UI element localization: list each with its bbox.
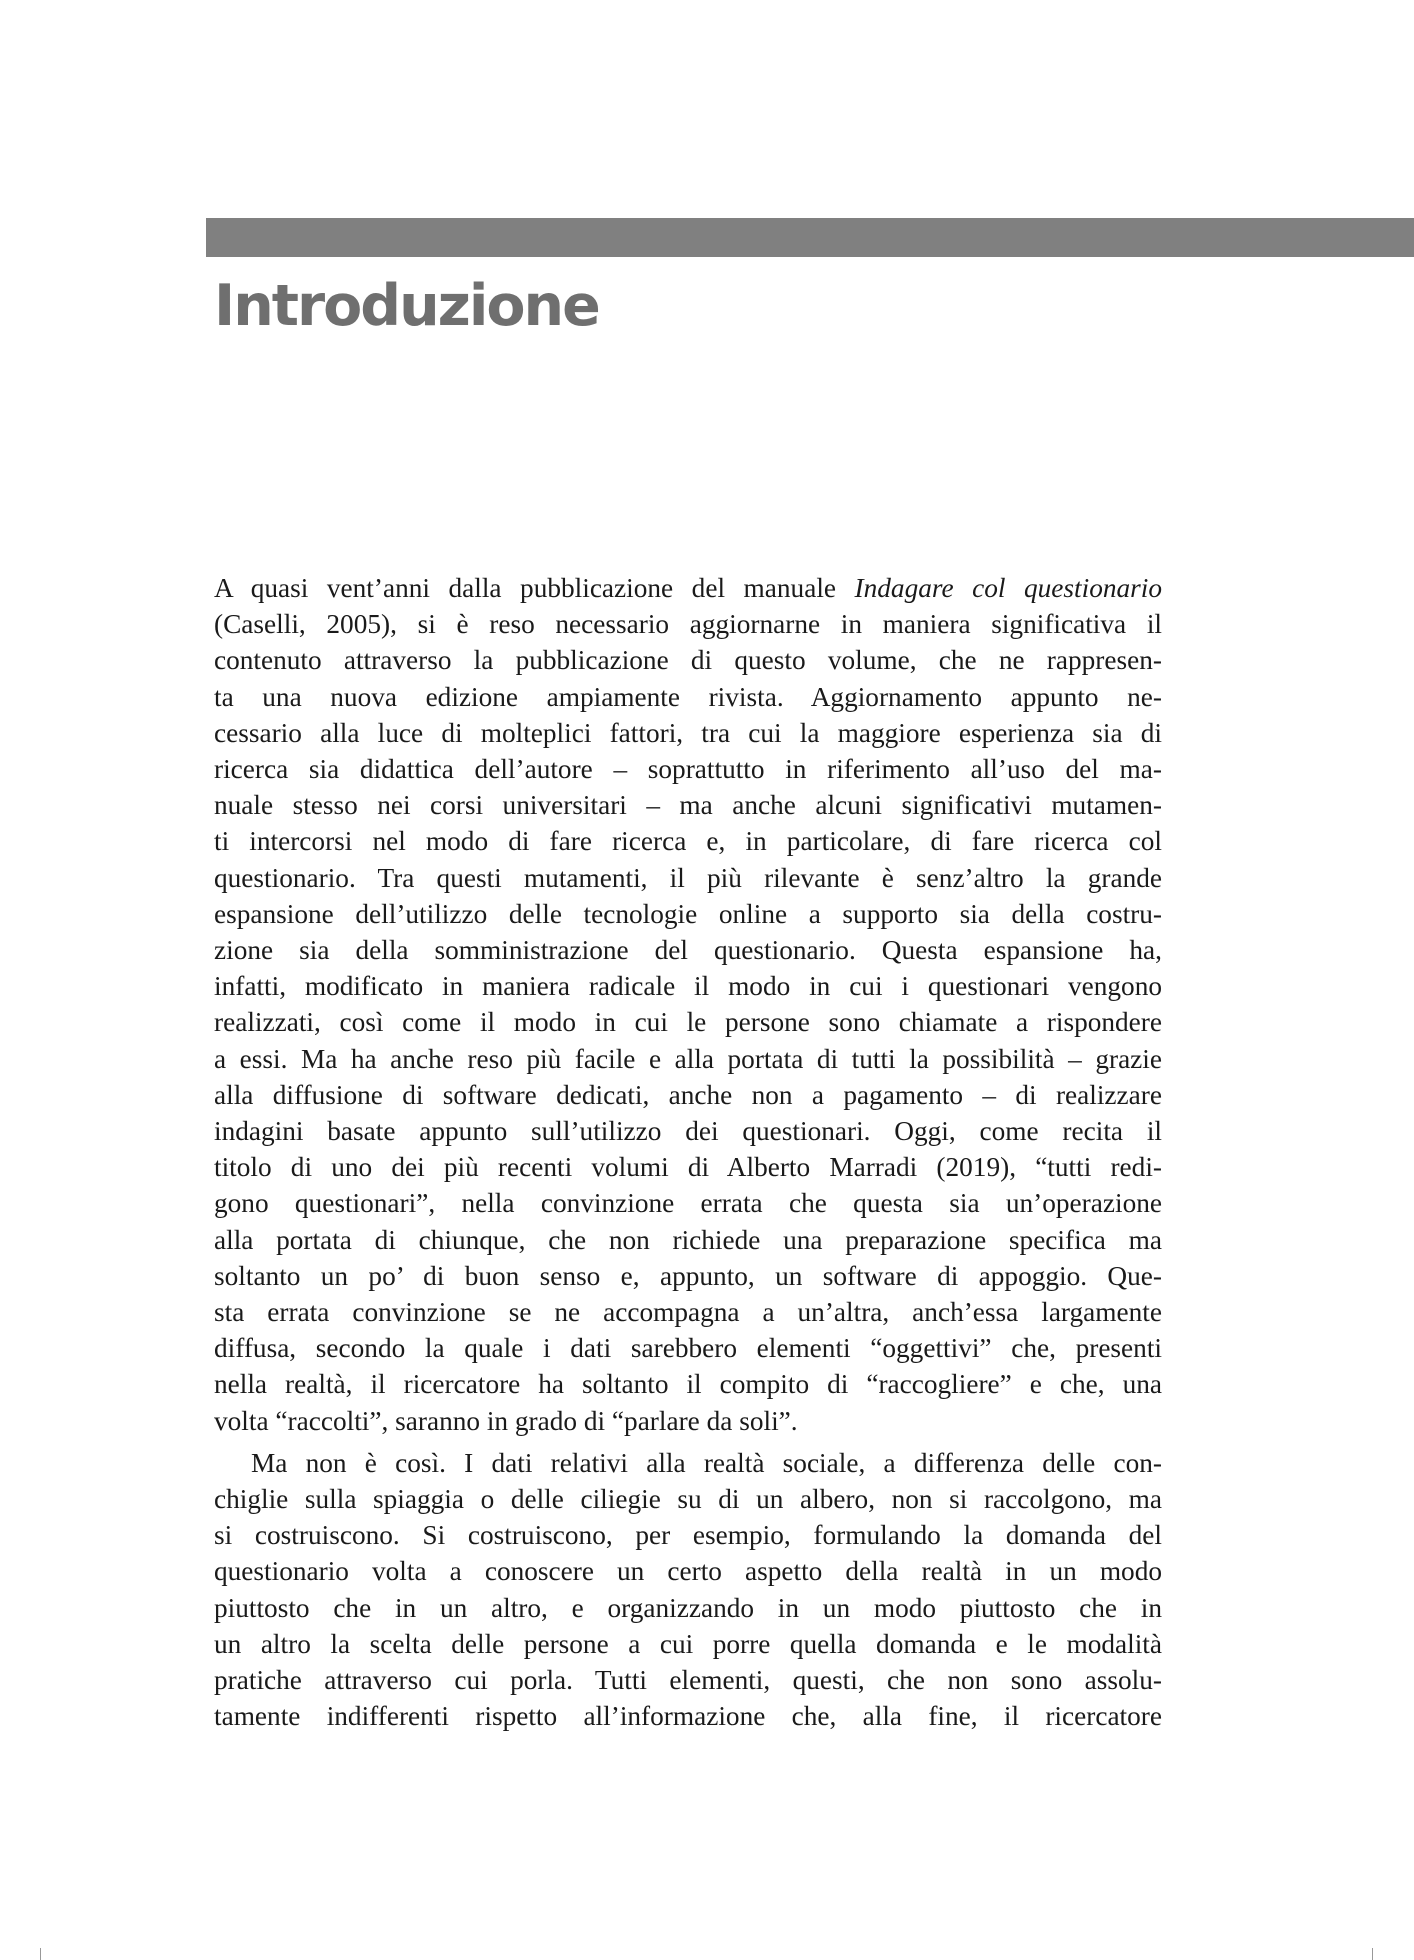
text-line: alla diffusione di software dedicati, anche non a pagamento – di realizzare — [214, 1079, 1162, 1110]
text-line: chiglie sulla spiaggia o delle ciliegie su di un albero, non si raccolgono, ma — [214, 1484, 1162, 1515]
text-line: questionario volta a conoscere un certo aspetto della realtà in un modo — [214, 1556, 1162, 1587]
crop-mark — [40, 1948, 41, 1960]
text-line: un altro la scelta delle persone a cui porre quella domanda e le modalità — [214, 1628, 1162, 1659]
chapter-header-bar — [206, 218, 1414, 257]
body-text — [214, 570, 1162, 1735]
text-line: ti intercorsi nel modo di fare ricerca e, in particolare, di fare ricerca col — [214, 826, 1162, 857]
text-line: diffusa, secondo la quale i dati sarebbero elementi “oggettivi” che, presenti — [214, 1333, 1162, 1364]
text-line: sta errata convinzione se ne accompagna a un’altra, anch’essa largamente — [214, 1297, 1162, 1328]
text-line: realizzati, così come il modo in cui le persone sono chiamate a rispondere — [214, 1007, 1162, 1038]
text-line: ta una nuova edizione ampiamente rivista. Aggiornamento appunto ne- — [214, 681, 1162, 712]
paragraph-1 — [214, 570, 1162, 1439]
text-line: indagini basate appunto sull’utilizzo dei questionari. Oggi, come recita il — [214, 1116, 1162, 1147]
crop-mark — [1372, 1948, 1373, 1960]
text-line: espansione dell’utilizzo delle tecnologie online a supporto sia della costru- — [214, 898, 1162, 929]
text-line: volta “raccolti”, saranno in grado di “parlare da soli”. — [214, 1405, 798, 1436]
text-line: piuttosto che in un altro, e organizzando in un modo piuttosto che in — [214, 1592, 1162, 1623]
text-line: nella realtà, il ricercatore ha soltanto il compito di “raccogliere” e che, una — [214, 1369, 1162, 1400]
paragraph-2 — [214, 1445, 1162, 1735]
text-line: ricerca sia didattica dell’autore – soprattutto in riferimento all’uso del ma- — [214, 754, 1162, 785]
text-line: soltanto un po’ di buon senso e, appunto, un software di appoggio. Que- — [214, 1260, 1162, 1291]
text-line: alla portata di chiunque, che non richiede una preparazione specifica ma — [214, 1224, 1162, 1255]
text-line: titolo di uno dei più recenti volumi di Alberto Marradi (2019), “tutti redi- — [214, 1152, 1162, 1183]
text-line: A quasi vent’anni dalla pubblicazione del manuale Indagare col questionario — [214, 573, 1163, 603]
text-line: contenuto attraverso la pubblicazione di questo volume, che ne rappresen- — [214, 645, 1162, 676]
chapter-title: Introduzione — [214, 273, 599, 339]
italic-book-title: Indagare col questionario — [854, 573, 1163, 603]
text-line: Ma non è così. I dati relativi alla realtà sociale, a differenza delle con- — [251, 1447, 1162, 1478]
text-line: (Caselli, 2005), si è reso necessario aggiornarne in maniera significativa il — [214, 609, 1162, 640]
text-line: infatti, modificato in maniera radicale il modo in cui i questionari vengono — [214, 971, 1162, 1002]
text-line: zione sia della somministrazione del questionario. Questa espansione ha, — [214, 935, 1162, 966]
text-line: nuale stesso nei corsi universitari – ma anche alcuni significativi mutamen- — [214, 790, 1162, 821]
text-line: gono questionari”, nella convinzione errata che questa sia un’operazione — [214, 1188, 1162, 1219]
text-line: a essi. Ma ha anche reso più facile e alla portata di tutti la possibilità – grazie — [214, 1043, 1162, 1074]
text-line: cessario alla luce di molteplici fattori, tra cui la maggiore esperienza sia di — [214, 717, 1162, 748]
text-line: si costruiscono. Si costruiscono, per esempio, formulando la domanda del — [214, 1520, 1162, 1551]
text-line: questionario. Tra questi mutamenti, il più rilevante è senz’altro la grande — [214, 862, 1162, 893]
text-line: pratiche attraverso cui porla. Tutti elementi, questi, che non sono assolu- — [214, 1665, 1162, 1696]
text-line: tamente indifferenti rispetto all’informazione che, alla fine, il ricercatore — [214, 1701, 1162, 1732]
